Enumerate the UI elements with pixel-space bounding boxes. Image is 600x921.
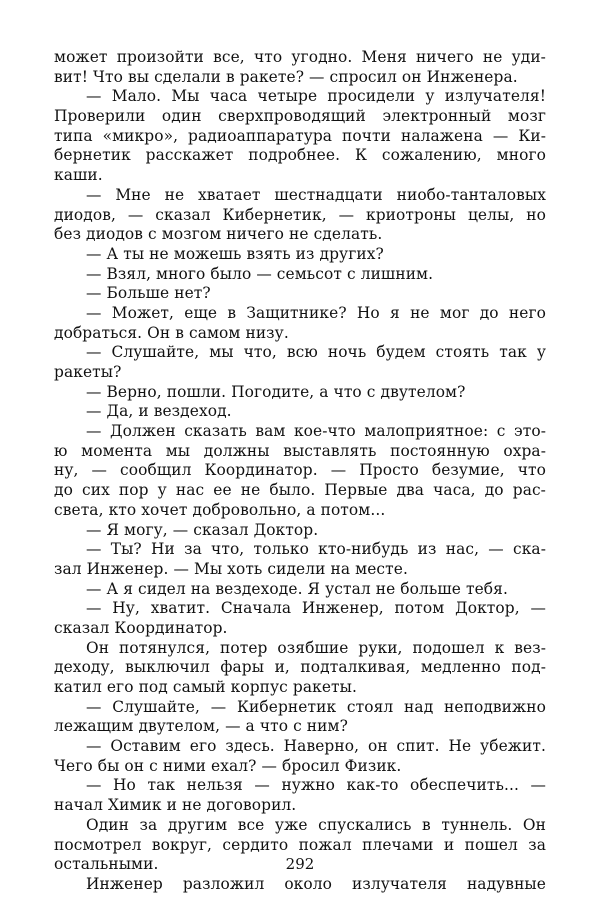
- text-line: без диодов с мозгом ничего не сделать.: [54, 225, 383, 244]
- text-line: вит! Что вы сделали в ракете? — спросил он Инженера.: [54, 67, 518, 86]
- text-line: — Слушайте, мы что, всю ночь будем стоять так у: [86, 343, 546, 362]
- text-line: — Может, еще в Защитнике? Но я не мог до него: [86, 303, 546, 322]
- text-line: Чего бы он с ними ехал? — бросил Физик.: [54, 756, 402, 775]
- text-line: — А ты не можешь взять из других?: [86, 244, 384, 263]
- text-line: — Ты? Ни за что, только кто-нибудь из нас, — ска-: [86, 540, 546, 559]
- text-line: — Мне не хватает шестнадцати ниобо-танталовых: [86, 185, 546, 204]
- text-line: — Слушайте, — Кибернетик стоял над неподвижно: [86, 697, 546, 716]
- text-line: Инженер разложил около излучателя надувные: [86, 874, 546, 893]
- text-line: бернетик расскажет подробнее. К сожалению, много: [54, 146, 546, 165]
- text-line: — Больше нет?: [86, 284, 211, 303]
- text-line: диодов, — сказал Кибернетик, — криотроны целы, но: [54, 205, 546, 224]
- text-line: добраться. Он в самом низу.: [54, 323, 289, 342]
- text-line: сказал Координатор.: [54, 618, 228, 637]
- text-line: лежащим двутелом, — а что с ним?: [54, 717, 348, 736]
- text-line: ну, — сообщил Координатор. — Просто безумие, что: [54, 461, 546, 480]
- text-line: — Верно, пошли. Погодите, а что с двутелом?: [86, 382, 466, 401]
- text-line: катил его под самый корпус ракеты.: [54, 678, 357, 696]
- text-line: — Но так нельзя — нужно как-то обеспечить... —: [86, 776, 546, 795]
- text-line: каши.: [54, 166, 103, 185]
- text-line: — Оставим его здесь. Наверно, он спит. Не убежит.: [86, 737, 546, 756]
- text-line: остальными.: [54, 855, 159, 874]
- text-line: Проверили один сверхпроводящий электронный мозг: [54, 107, 546, 126]
- text-line: посмотрел вокруг, сердито пожал плечами и пошел за: [54, 835, 546, 854]
- text-line: — Взял, много было — семьсот с лишним.: [86, 264, 434, 283]
- page-number: 292: [285, 855, 315, 873]
- text-line: начал Химик и не договорил.: [54, 796, 297, 815]
- text-line: света, кто хочет добровольно, а потом...: [54, 500, 386, 519]
- page-text-block: [54, 48, 546, 895]
- text-line: Он потянулся, потер озябшие руки, подошел к вез-: [86, 638, 546, 657]
- text-line: деходу, выключил фары и, подталкивая, медленно под-: [54, 658, 546, 677]
- text-line: — Я могу, — сказал Доктор.: [86, 520, 319, 539]
- text-line: зал Инженер. — Мы хоть сидели на месте.: [54, 559, 408, 578]
- text-line: ю момента мы должны выставлять постоянную охра-: [54, 441, 546, 460]
- text-line: — А я сидел на вездеходе. Я устал не больше тебя.: [86, 579, 508, 598]
- text-line: — Мало. Мы часа четыре просидели у излучателя!: [86, 87, 546, 106]
- text-line: может произойти все, что угодно. Меня ничего не уди-: [54, 48, 546, 66]
- text-line: до сих пор у нас ее не было. Первые два часа, до рас-: [54, 481, 546, 500]
- text-line: — Ну, хватит. Сначала Инженер, потом Доктор, —: [86, 599, 546, 618]
- text-line: Один за другим все уже спускались в туннель. Он: [86, 815, 546, 834]
- text-line: — Да, и вездеход.: [86, 402, 232, 421]
- text-line: типа «микро», радиоаппаратура почти налажена — Ки-: [54, 126, 546, 145]
- text-line: ракеты?: [54, 363, 122, 381]
- text-line: — Должен сказать вам кое-что малоприятное: с это-: [86, 422, 546, 441]
